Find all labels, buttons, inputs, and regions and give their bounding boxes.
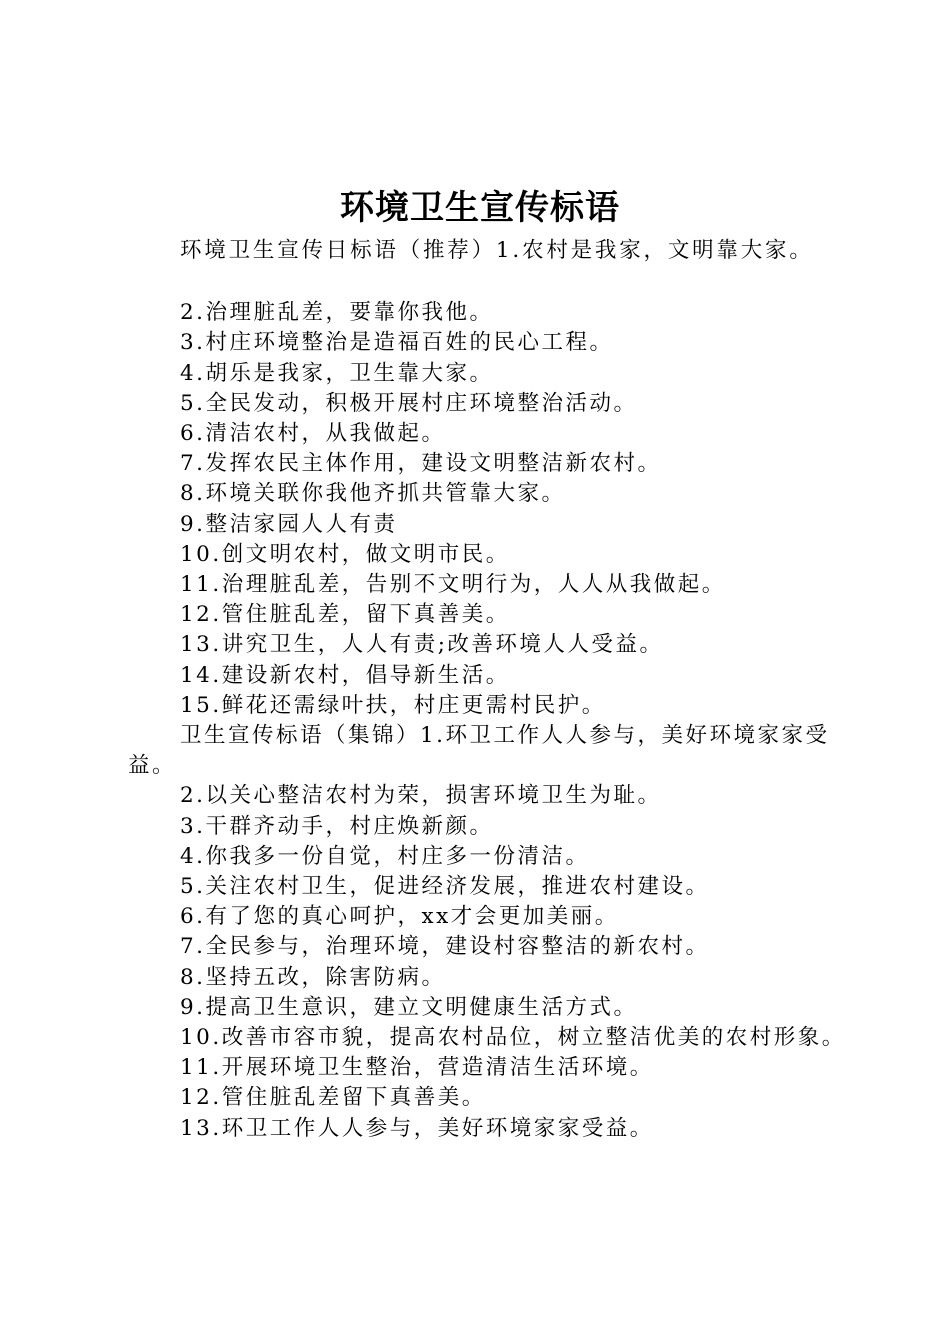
slogan-item: 4.你我多一份自觉，村庄多一份清洁。 <box>180 843 590 869</box>
slogan-item: 4.胡乐是我家，卫生靠大家。 <box>180 360 494 386</box>
section-heading-collection: 卫生宣传标语（集锦）1.环卫工作人人参与，美好环境家家受益。 <box>128 723 830 779</box>
slogan-list-a <box>128 298 868 721</box>
slogan-item: 13.讲究卫生，人人有责;改善环境人人受益。 <box>180 632 664 658</box>
slogan-item: 13.环卫工作人人参与，美好环境家家受益。 <box>180 1115 654 1141</box>
slogan-item: 6.清洁农村，从我做起。 <box>180 421 446 447</box>
slogan-item: 5.关注农村卫生，促进经济发展，推进农村建设。 <box>180 874 710 900</box>
slogan-item: 10.创文明农村，做文明市民。 <box>180 541 510 567</box>
slogan-item: 11.开展环境卫生整治，营造清洁生活环境。 <box>180 1055 654 1081</box>
slogan-item: 11.治理脏乱差，告别不文明行为，人人从我做起。 <box>180 572 726 598</box>
document-body <box>128 236 868 1144</box>
slogan-item: 9.提高卫生意识，建立文明健康生活方式。 <box>180 994 638 1020</box>
slogan-item: 3.村庄环境整治是造福百姓的民心工程。 <box>180 330 614 356</box>
slogan-item: 12.管住脏乱差，留下真善美。 <box>180 602 510 628</box>
intro-paragraph: 环境卫生宣传日标语（推荐）1.农村是我家，文明靠大家。 <box>180 238 814 263</box>
slogan-item: 10.改善市容市貌，提高农村品位，树立整洁优美的农村形象。 <box>180 1025 846 1051</box>
slogan-item: 7.发挥农民主体作用，建设文明整洁新农村。 <box>180 451 662 477</box>
paragraph-gap <box>128 266 868 298</box>
slogan-item: 2.治理脏乱差，要靠你我他。 <box>180 300 494 326</box>
slogan-list-b <box>128 781 868 1143</box>
slogan-item: 5.全民发动，积极开展村庄环境整治活动。 <box>180 390 638 416</box>
slogan-item: 14.建设新农村，倡导新生活。 <box>180 662 510 688</box>
slogan-item: 3.干群齐动手，村庄焕新颜。 <box>180 813 494 839</box>
document-title: 环境卫生宣传标语 <box>340 188 620 228</box>
slogan-item: 15.鲜花还需绿叶扶，村庄更需村民护。 <box>180 692 606 718</box>
slogan-item: 8.环境关联你我他齐抓共管靠大家。 <box>180 481 566 507</box>
slogan-item: 7.全民参与，治理环境，建设村容整洁的新农村。 <box>180 934 710 960</box>
slogan-item: 6.有了您的真心呵护，xx才会更加美丽。 <box>180 904 619 930</box>
slogan-item: 2.以关心整洁农村为荣，损害环境卫生为耻。 <box>180 783 662 809</box>
slogan-item: 8.坚持五改，除害防病。 <box>180 964 446 990</box>
slogan-item: 12.管住脏乱差留下真善美。 <box>180 1085 486 1111</box>
slogan-item: 9.整洁家园人人有责 <box>180 511 398 537</box>
